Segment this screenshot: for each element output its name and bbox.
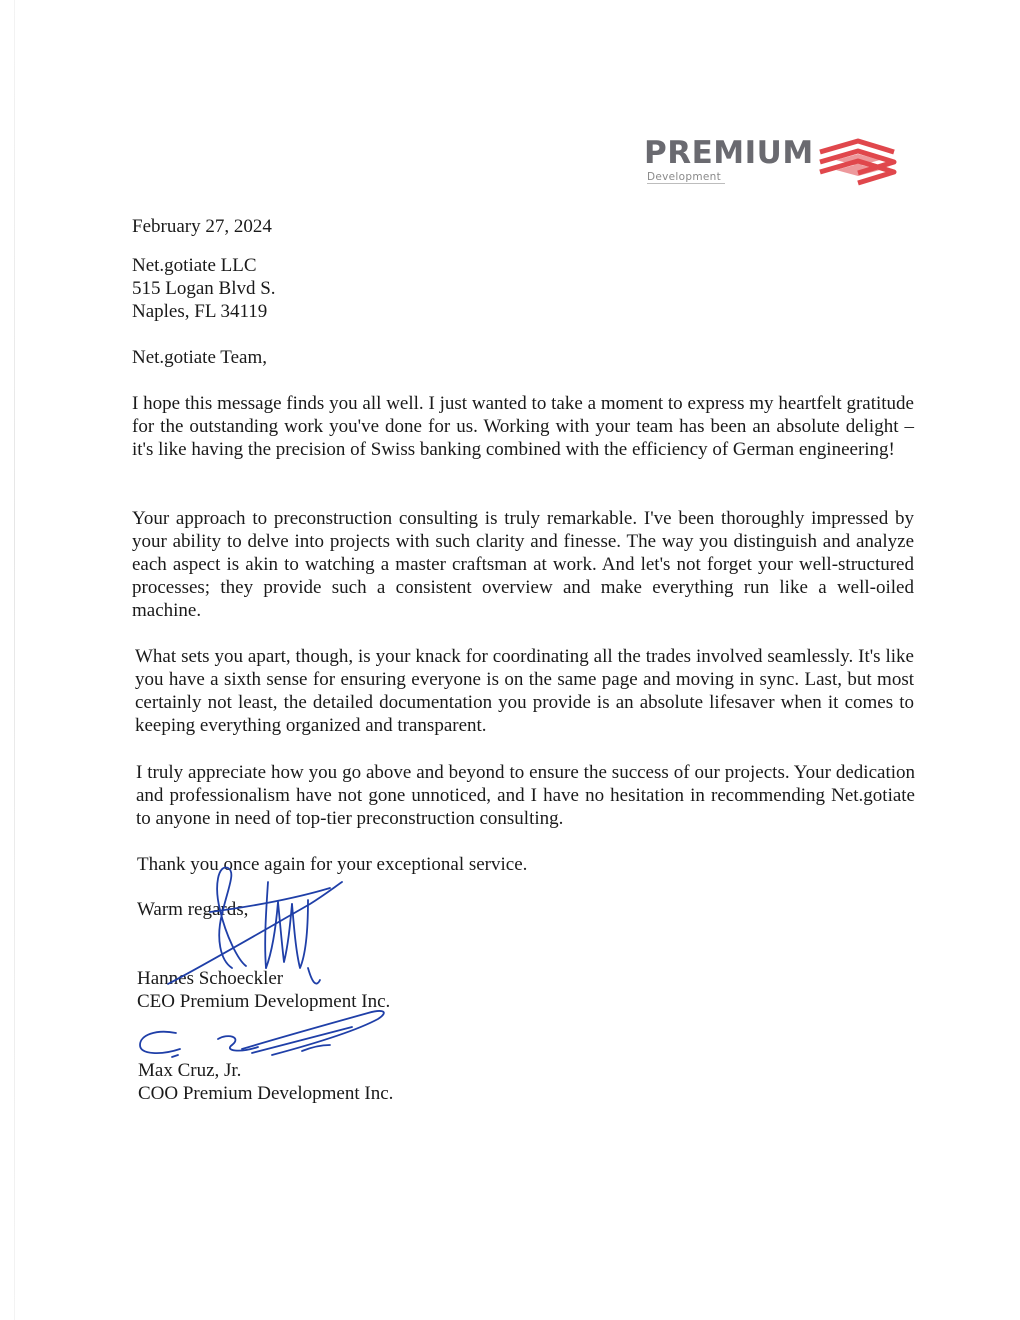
signatory-name: Max Cruz, Jr.	[138, 1060, 242, 1081]
signatory-name: Hannes Schoeckler	[137, 968, 284, 989]
stacked-chevron-icon	[816, 138, 898, 186]
closing-thanks: Thank you once again for your exceptional service.	[137, 854, 528, 875]
recipient-name: Net.gotiate LLC	[132, 255, 257, 276]
signatory-title: CEO Premium Development Inc.	[137, 991, 391, 1012]
letter-date: February 27, 2024	[132, 216, 272, 237]
scan-edge	[14, 0, 15, 1320]
body-paragraph: What sets you apart, though, is your knack for coordinating all the trades involved seamlessly. It's like you have a sixth sense for ensuring everyone is on the same page and moving in sync. Last, but most certainly not least, the detailed documentation you provide is an absolute lifesaver when it comes to keeping everything organized and transparent.	[135, 646, 914, 736]
salutation: Net.gotiate Team,	[132, 347, 267, 368]
recipient-city: Naples, FL 34119	[132, 301, 268, 322]
body-paragraph: I truly appreciate how you go above and beyond to ensure the success of our projects. Your dedication and professionalism have not gone unnoticed, and I have no hesitation in recommending Net.gotiate to anyone in need of top-tier preconstruction consulting.	[136, 762, 915, 829]
company-logo	[644, 136, 904, 192]
logo-subtitle: Development	[647, 171, 725, 184]
recipient-street: 515 Logan Blvd S.	[132, 278, 276, 299]
logo-wordmark: PREMIUM	[644, 135, 814, 171]
sign-off: Warm regards,	[137, 899, 249, 920]
handwritten-signature	[132, 1005, 402, 1065]
body-paragraph: Your approach to preconstruction consulting is truly remarkable. I've been thoroughly impressed by your ability to delve into projects with such clarity and finesse. The way you distinguish and analyze each aspect is akin to watching a master craftsman at work. And let's not forget your well-structured processes; they provide such a consistent overview and make everything run like a well-oiled machine.	[132, 508, 914, 621]
body-paragraph: I hope this message finds you all well. I just wanted to take a moment to express my heartfelt gratitude for the outstanding work you've done for us. Working with your team has been an absolute delight – it's like having the precision of Swiss banking combined with the efficiency of German engineering!	[132, 393, 914, 460]
signatory-title: COO Premium Development Inc.	[138, 1083, 394, 1104]
